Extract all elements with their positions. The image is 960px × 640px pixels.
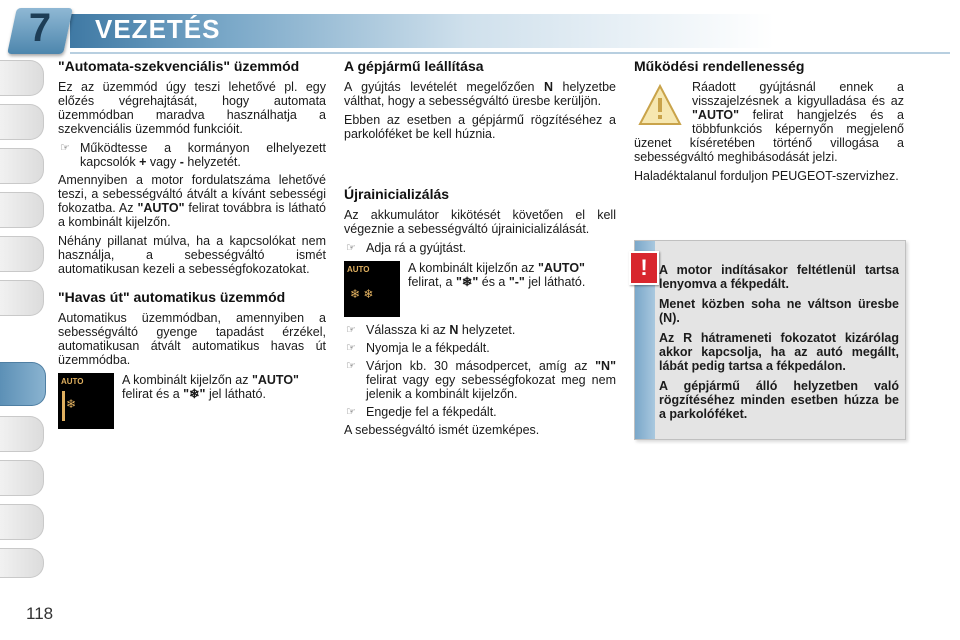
paragraph: Ez az üzemmód úgy teszi lehetővé pl. egy előzés végrehajtását, hogy automata üzemmódban maradva használhatja a szekvenciális üzemmód funkcióit. [58,80,326,136]
pointing-hand-icon: ☞ [346,342,356,354]
sidebar-tab-10[interactable] [0,504,44,540]
notice-paragraph: Menet közben soha ne váltson üresbe (N). [659,297,899,325]
list-item: ☞ Engedje fel a fékpedált. [346,405,497,419]
snowflake-icon: ❄ ❄ [350,287,374,301]
paragraph: Néhány pillanat múlva, ha a kapcsolókat nem használja, a sebességváltó ismét automatikusan kezeli a sebességfokozatokat. [58,234,326,276]
sidebar-tab-6[interactable] [0,280,44,316]
paragraph: A sebességváltó ismét üzemképes. [344,423,540,437]
column-middle [344,58,616,442]
display-caption: A kombinált kijelzőn az "AUTO" felirat, a "❄" és a "-" jel látható. [408,261,586,289]
paragraph: Ebben az esetben a gépjármű rögzítéséhez a parkolóféket be kell húznia. [344,113,616,141]
sidebar-tab-3[interactable] [0,148,44,184]
heading-vehicle-stop: A gépjármű leállítása [344,58,484,74]
paragraph: Amennyiben a motor fordulatszáma lehetővé teszi, a sebességváltó átvált a kívánt sebességi fokozatba. Az "AUTO" felirat továbbra is látható a kombinált kijelzőn. [58,173,326,229]
heading-reinit: Újrainicializálás [344,186,450,202]
heading-malfunction: Működési rendellenesség [634,58,805,74]
pointing-hand-icon: ☞ [60,142,70,154]
list-item: ☞ Működtesse a kormányon elhelyezett kapcsolók + vagy - helyzetét. [60,141,326,169]
sidebar-tab-5[interactable] [0,236,44,272]
paragraph: Automatikus üzemmódban, amennyiben a sebességváltó gyenge tapadást érzékel, automatikusan átvált automatikus havas út üzemmódba. [58,311,326,367]
warning-notice-box [634,240,906,440]
list-item: ☞ Nyomja le a fékpedált. [346,341,490,355]
page-number: 118 [26,604,54,623]
column-right [634,58,904,188]
sidebar-tab-11[interactable] [0,548,44,578]
header-divider [70,52,950,54]
paragraph: Az akkumulátor kikötését követően el kell végeznie a sebességváltó újrainicializálását. [344,208,616,236]
paragraph: A gyújtás levételét megelőzően N helyzetbe válthat, hogy a sebességváltó üresbe kerüljön. [344,80,617,108]
sidebar-tab-8[interactable] [0,416,44,452]
chapter-number: 7 [28,6,52,50]
notice-paragraph: A motor indításakor feltétlenül tartsa lenyomva a fékpedált. [659,263,899,291]
pointing-hand-icon: ☞ [346,406,356,418]
paragraph: Ráadott gyújtásnál ennek a visszajelzésnek a kigyulladása és az "AUTO" felirat hangjelzés és a többfunkciós képernyőn megjelenő üzenet kíséretében történő villogása a sebességváltó meghibásodását jelzi. [634,80,904,164]
notice-body [659,263,899,427]
sidebar-tab-1[interactable] [0,60,44,96]
sidebar-tab-9[interactable] [0,460,44,496]
display-caption: A kombinált kijelzőn az "AUTO" felirat és a "❄" jel látható. [122,373,299,401]
sidebar-tab-7-active[interactable] [0,362,46,406]
instrument-display-image: AUTO ❄ [58,373,114,429]
pointing-hand-icon: ☞ [346,242,356,254]
column-left [58,58,326,435]
sidebar-tab-4[interactable] [0,192,44,228]
instrument-display-image: AUTO ❄ ❄ [344,261,400,317]
notice-paragraph: Az R hátrameneti fokozatot kizárólag akkor kapcsolja, ha az autó megállt, lábát pedig tartsa a fékpedálon. [659,331,900,373]
list-item: ☞ Válassza ki az N helyzetet. [346,323,516,337]
sidebar-tab-2[interactable] [0,104,44,140]
snowflake-icon: ❄ [66,397,77,411]
chapter-sidebar [0,60,46,580]
gear-bar-icon [62,391,65,421]
display-figure [344,261,616,317]
page-title: VEZETÉS [95,14,221,44]
display-figure [58,373,326,429]
heading-auto-sequential: "Automata-szekvenciális" üzemmód [58,58,300,74]
pointing-hand-icon: ☞ [346,360,356,372]
heading-snow-mode: "Havas út" automatikus üzemmód [58,289,286,305]
pointing-hand-icon: ☞ [346,324,356,336]
exclamation-icon: ! [629,251,659,285]
notice-paragraph: A gépjármű álló helyzetben való rögzítéséhez minden esetben húzza be a parkolóféket. [659,379,899,421]
list-item: ☞ Adja rá a gyújtást. [346,241,467,255]
list-item: ☞ Várjon kb. 30 másodpercet, amíg az "N" felirat vagy egy sebességfokozat meg nem jelenik a kombinált kijelzőn. [346,359,616,401]
paragraph: Haladéktalanul forduljon PEUGEOT-szervizhez. [634,169,899,183]
warning-triangle-icon [638,84,682,126]
